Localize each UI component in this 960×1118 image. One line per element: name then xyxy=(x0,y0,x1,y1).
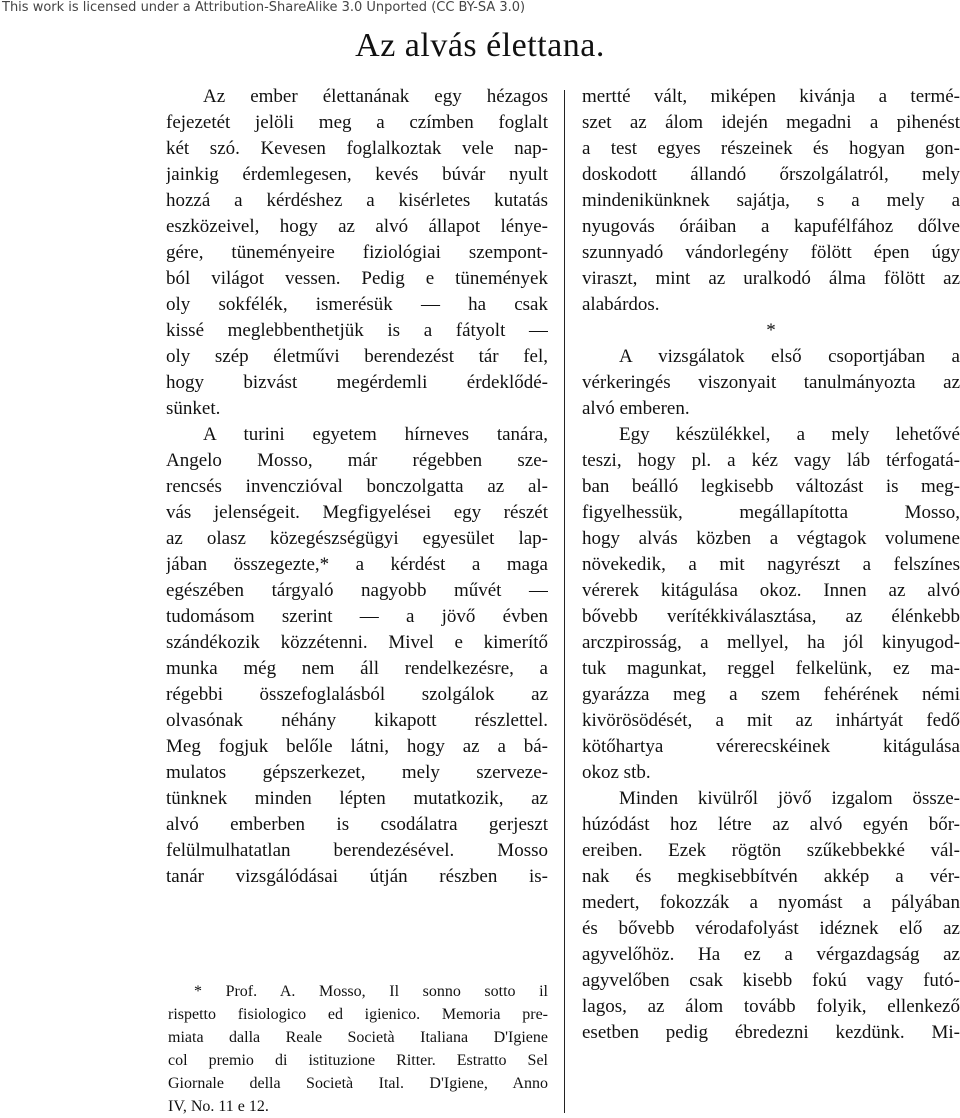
section-separator: * xyxy=(766,320,776,341)
text-line: szándékozik közzétenni. Mivel e kimerítő xyxy=(166,632,548,653)
text-line: lagos, az álom tovább folyik, ellenkező xyxy=(582,996,960,1017)
text-line: okoz stb. xyxy=(582,762,651,783)
footnote-line: miata dalla Reale Società Italiana D'Igiene xyxy=(168,1029,548,1046)
text-line: a test egyes részeinek és hogyan gon- xyxy=(582,138,960,159)
text-line: sünket. xyxy=(166,398,221,419)
text-line: jában összegezte,* a kérdést a maga xyxy=(166,554,548,575)
text-line: doskodott állandó őrszolgálatról, mely xyxy=(582,164,960,185)
text-line: hozzá a kérdéshez a kisérletes kutatás xyxy=(166,190,548,211)
text-line: kötőhartya vérerecskéinek kitágulása xyxy=(582,736,960,757)
text-line: gyarázza meg a szem fehérének némi xyxy=(582,684,960,705)
text-line: A turini egyetem hírneves tanára, xyxy=(203,424,548,445)
license-notice: This work is licensed under a Attribution-ShareAlike 3.0 Unported (CC BY-SA 3.0) xyxy=(2,0,526,15)
text-line: jainkig érdemlegesen, kevés búvár nyult xyxy=(166,164,548,185)
text-line: az olasz közegészségügyi egyesület lap- xyxy=(166,528,548,549)
column-divider xyxy=(564,90,565,1113)
text-line: gére, tüneményeire fiziológiai szempont- xyxy=(166,242,548,263)
footnote-line: * Prof. A. Mosso, Il sonno sotto il xyxy=(194,983,548,1000)
text-line: A vizsgálatok első csoportjában a xyxy=(619,346,960,367)
text-line: munka még nem áll rendelkezésre, a xyxy=(166,658,548,679)
text-line: rencsés invenczióval bonczolgatta az al- xyxy=(166,476,548,497)
text-line: tanár vizsgálódásai útján részben is- xyxy=(166,866,548,887)
footnote-line: IV, No. 11 e 12. xyxy=(168,1098,269,1115)
text-line: oly sokfélék, ismerésük — ha csak xyxy=(166,294,548,315)
text-line: szunnyadó vándorlegény fölött épen úgy xyxy=(582,242,960,263)
text-line: esetben pedig ébredezni kezdünk. Mi- xyxy=(582,1022,960,1043)
text-line: olvasónak néhány kikapott részlettel. xyxy=(166,710,548,731)
text-line: egészében tárgyaló nagyobb művét — xyxy=(166,580,548,601)
text-line: kivörösödését, a mit az inhártyát fedő xyxy=(582,710,960,731)
text-line: szet az álom idején megadni a pihenést xyxy=(582,112,960,133)
text-line: vérkeringés viszonyait tanulmányozta az xyxy=(582,372,960,393)
text-line: vérerek kitágulása okoz. Innen az alvó xyxy=(582,580,960,601)
text-line: alvó emberen. xyxy=(582,398,690,419)
text-line: eszközeivel, hogy az alvó állapot lénye- xyxy=(166,216,548,237)
text-line: tudomásom szerint — a jövő évben xyxy=(166,606,548,627)
right-column xyxy=(582,84,960,1046)
text-line: tuk magunkat, reggel felkelünk, ez ma- xyxy=(582,658,960,679)
footnote-line: Giornale della Società Ital. D'Igiene, Anno xyxy=(168,1075,548,1092)
text-line: bővebb verítékkiválasztása, az élénkebb xyxy=(582,606,960,627)
text-line: hogy alvás közben a végtagok volumene xyxy=(582,528,960,549)
text-line: felülmulhatatlan berendezésével. Mosso xyxy=(166,840,548,861)
text-line: viraszt, mint az uralkodó álma fölött az xyxy=(582,268,960,289)
text-line: tünknek minden lépten mutatkozik, az xyxy=(166,788,548,809)
text-line: nyugovás óráiban a kapufélfához dőlve xyxy=(582,216,960,237)
text-line: húzódást hoz létre az alvó egyén bőr- xyxy=(582,814,960,835)
footnote-line: rispetto fisiologico ed igienico. Memoria pre- xyxy=(168,1006,548,1023)
text-line: Az ember élettanának egy hézagos xyxy=(203,86,548,107)
page-title: Az alvás élettana. xyxy=(355,27,605,64)
text-line: Meg fogjuk belőle látni, hogy az a bá- xyxy=(166,736,548,757)
text-line: és bővebb vérodafolyást idéznek elő az xyxy=(582,918,960,939)
text-line: kissé meglebbenthetjük is a fátyolt — xyxy=(166,320,548,341)
text-line: alvó emberben is csodálatra gerjeszt xyxy=(166,814,548,835)
footnote xyxy=(168,980,548,1118)
text-line: nak és megkisebbítvén akkép a vér- xyxy=(582,866,960,887)
text-line: mindenikünknek sajátja, s a mely a xyxy=(582,190,960,211)
text-line: fejezetét jelöli meg a czímben foglalt xyxy=(166,112,548,133)
text-line: mertté vált, miképen kivánja a termé- xyxy=(582,86,960,107)
text-line: ereiben. Ezek rögtön szűkebbekké vál- xyxy=(582,840,960,861)
left-column xyxy=(166,84,548,890)
text-line: Egy készülékkel, a mely lehetővé xyxy=(619,424,960,445)
text-line: alabárdos. xyxy=(582,294,660,315)
text-line: régebbi összefoglalásból szolgálok az xyxy=(166,684,548,705)
text-line: ból világot vessen. Pedig e tünemények xyxy=(166,268,548,289)
text-line: két szó. Kevesen foglalkoztak vele nap- xyxy=(166,138,548,159)
text-line: teszi, hogy pl. a kéz vagy láb térfogatá- xyxy=(582,450,960,471)
text-line: agyvelőben csak kisebb fokú vagy futó- xyxy=(582,970,960,991)
text-line: Minden kivülről jövő izgalom össze- xyxy=(619,788,960,809)
text-line: ban beálló legkisebb változást is meg- xyxy=(582,476,960,497)
text-line: agyvelőhöz. Ha ez a vérgazdagság az xyxy=(582,944,960,965)
text-line: oly szép életművi berendezést tár fel, xyxy=(166,346,548,367)
text-line: medert, fokozzák a nyomást a pályában xyxy=(582,892,960,913)
text-line: vás jelenségeit. Megfigyelései egy részét xyxy=(166,502,548,523)
text-line: növekedik, a mit nagyrészt a felszínes xyxy=(582,554,960,575)
text-line: hogy bizvást megérdemli érdeklődé- xyxy=(166,372,548,393)
text-line: mulatos gépszerkezet, mely szerveze- xyxy=(166,762,548,783)
text-line: figyelhessük, megállapította Mosso, xyxy=(582,502,960,523)
text-line: Angelo Mosso, már régebben sze- xyxy=(166,450,548,471)
footnote-line: col premio di istituzione Ritter. Estratto Sel xyxy=(168,1052,548,1069)
text-line: arczpirosság, a mellyel, ha jól kinyugod- xyxy=(582,632,960,653)
